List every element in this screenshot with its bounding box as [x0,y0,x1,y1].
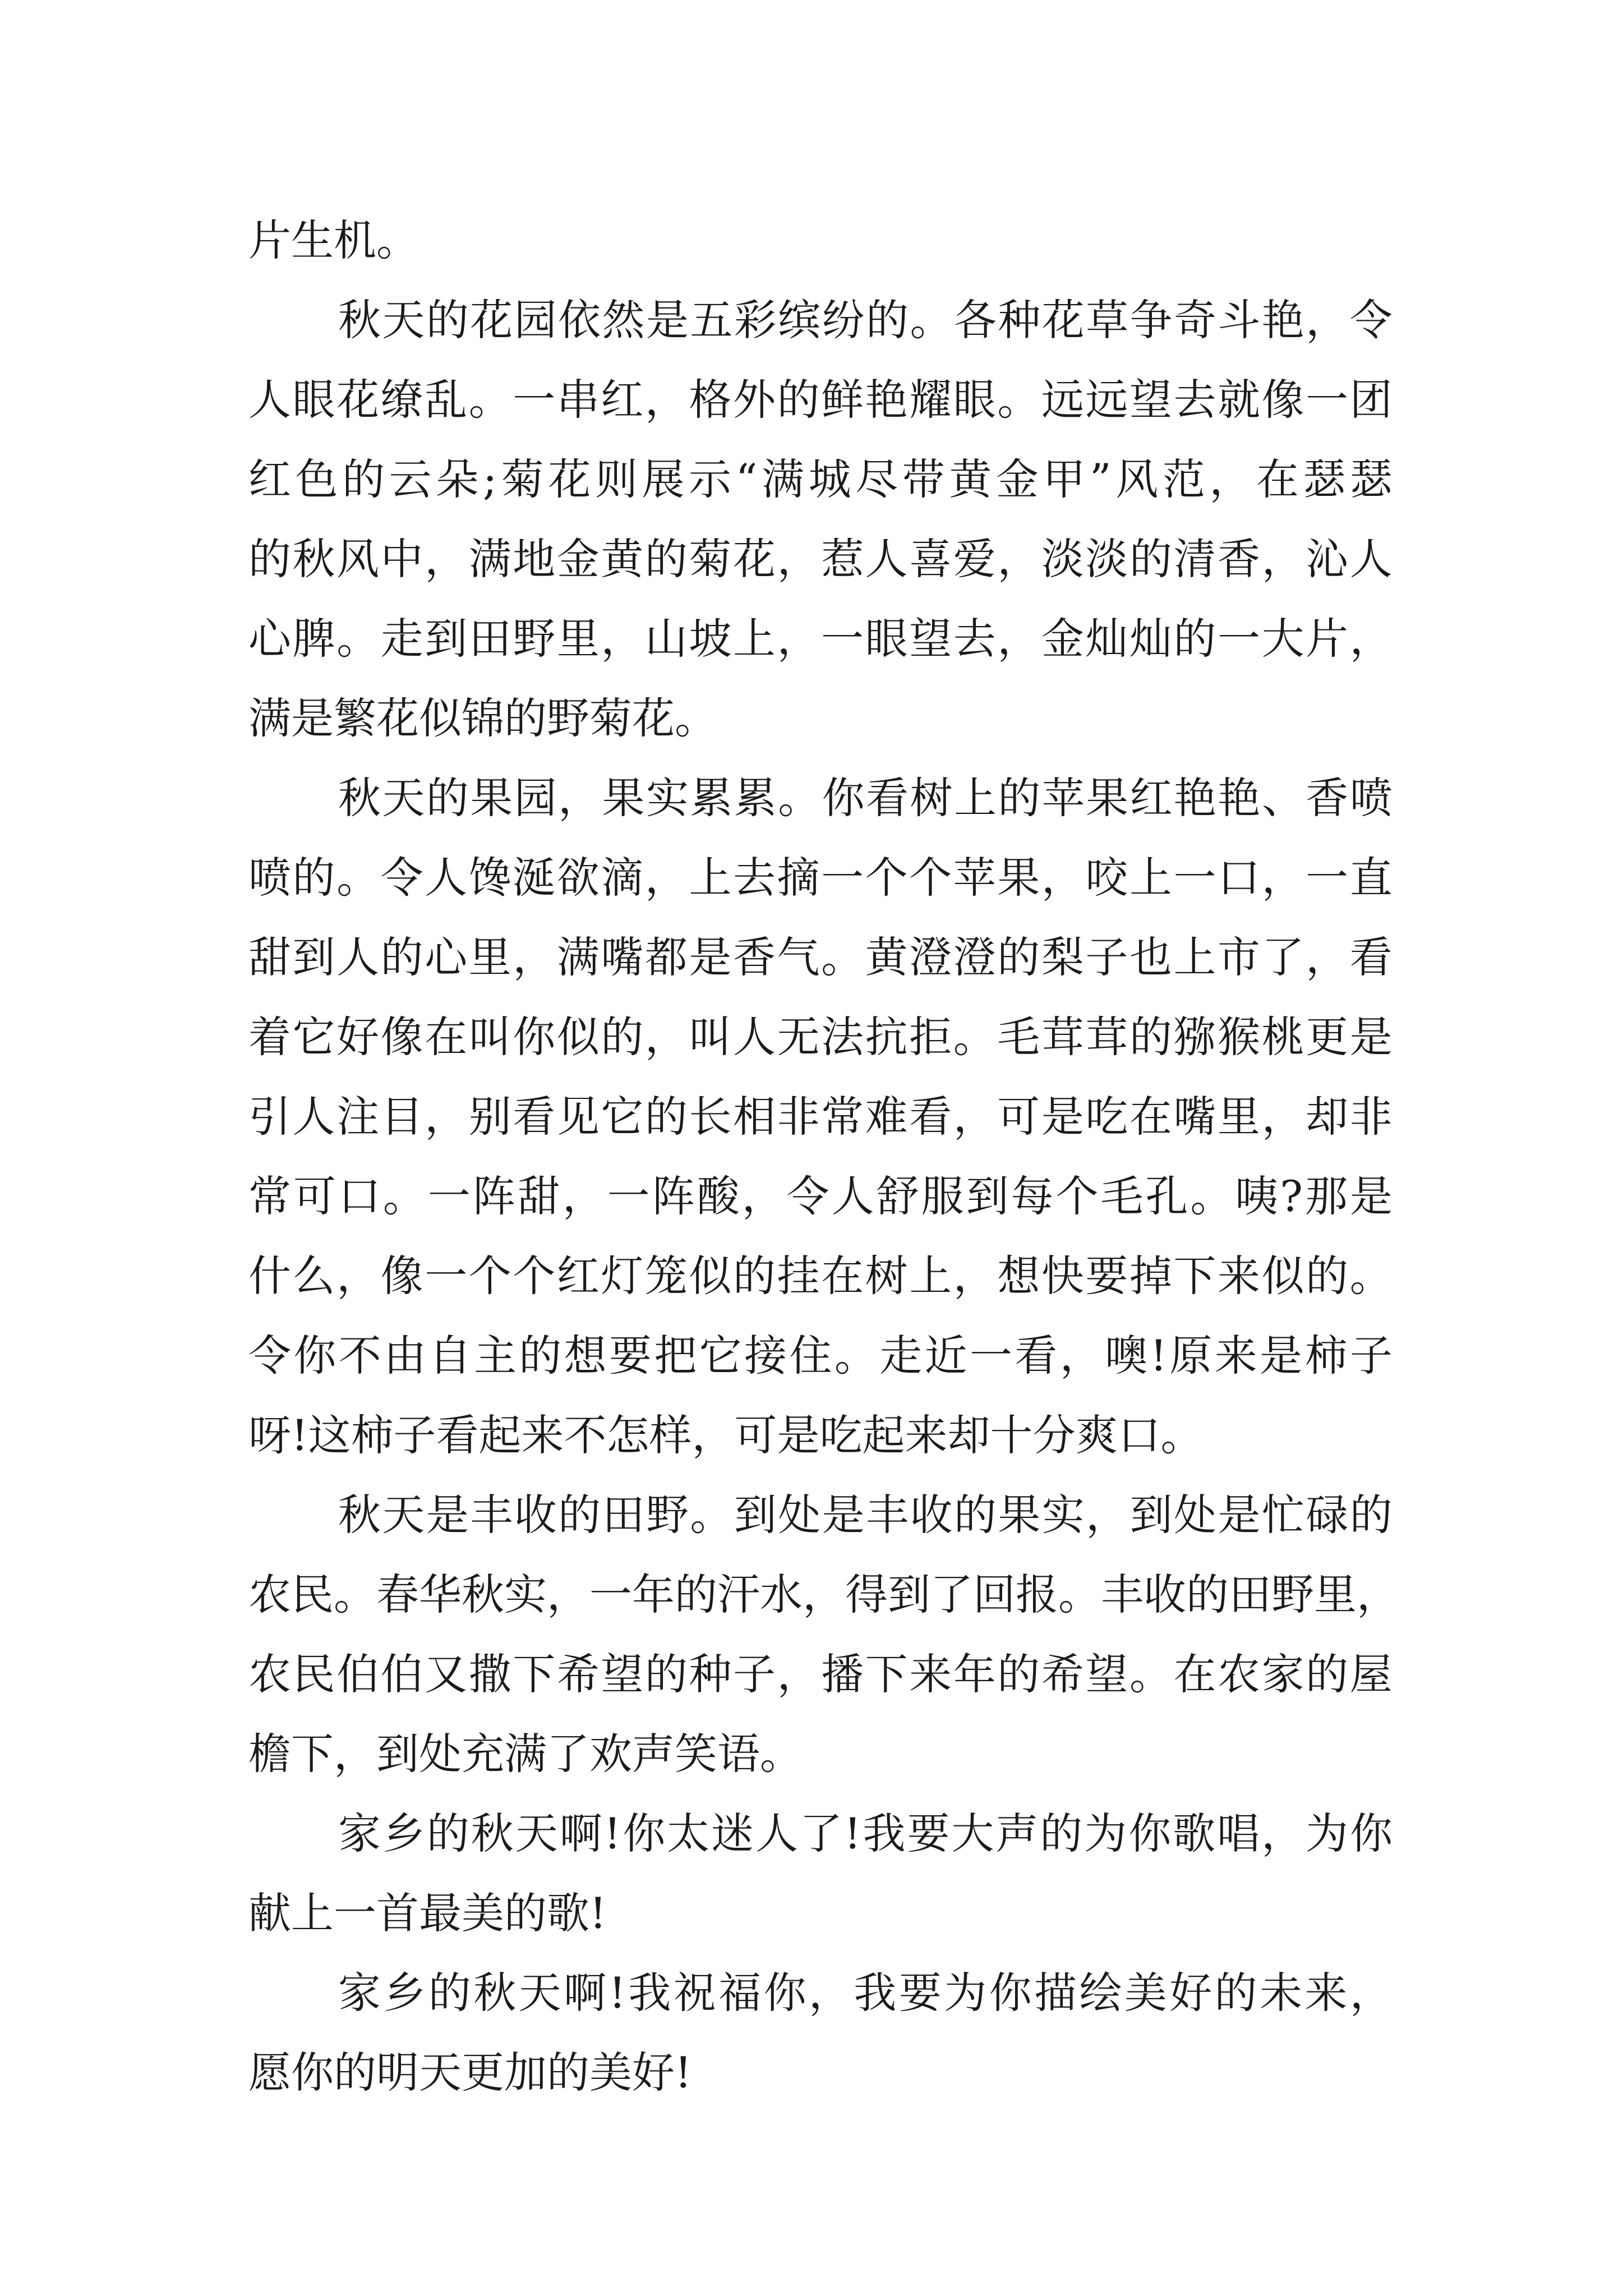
text-line: 家 乡 的 秋 天 啊 ! 你 太 迷 人 了 ! 我 要 大 声 的 为 你 歌 唱 ， 为 你 [338,1809,1393,1858]
text-line: 秋 天 是 丰 收 的 田 野 。 到 处 是 丰 收 的 果 实 ， 到 处 是 忙 碌 的 [338,1490,1393,1540]
text-line: 秋 天 的 果 园 ， 果 实 累 累 。 你 看 树 上 的 苹 果 红 艳 艳 、 香 喷 [338,773,1393,823]
text-line: 什 么 ， 像 一 个 个 红 灯 笼 似 的 挂 在 树 上 ， 想 快 要 掉 下 来 似 的 。 [248,1251,1393,1301]
text-line: 红 色 的 云 朵 ; 菊 花 则 展 示 “ 满 城 尽 带 黄 金 甲 ” 风 范 ， 在 瑟 瑟 [248,454,1393,504]
text-line: 着 它 好 像 在 叫 你 似 的 ， 叫 人 无 法 抗 拒 。 毛 茸 茸 的 猕 猴 桃 更 是 [248,1012,1393,1062]
text-line: 农 民 。 春 华 秋 实 ， 一 年 的 汗 水 ， 得 到 了 回 报 。 丰 收 的 田 野 里 ， [248,1570,1399,1619]
text-line: 喷 的 。 令 人 馋 涎 欲 滴 ， 上 去 摘 一 个 个 苹 果 ， 咬 上 一 口 ， 一 直 [248,853,1393,903]
text-line: 片生机。 [248,215,419,265]
text-line: 的 秋 风 中 ， 满 地 金 黄 的 菊 花 ， 惹 人 喜 爱 ， 淡 淡 的 清 香 ， 沁 人 [248,534,1393,584]
text-line: 引 人 注 目 ， 别 看 见 它 的 长 相 非 常 难 看 ， 可 是 吃 在 嘴 里 ， 却 非 [248,1092,1393,1142]
text-line: 家 乡 的 秋 天 啊 ! 我 祝 福 你 ， 我 要 为 你 描 绘 美 好 的 未 来 ， [338,1968,1393,2018]
essay-body [248,201,1399,2113]
text-line: 檐下，到处充满了欢声笑语。 [248,1729,803,1779]
text-line: 常 可 口 。 一 阵 甜 ， 一 阵 酸 ， 令 人 舒 服 到 每 个 毛 孔 。 咦 ? 那 是 [248,1171,1393,1221]
text-line: 令 你 不 由 自 主 的 想 要 把 它 接 住 。 走 近 一 看 ， 噢 ! 原 来 是 柿 子 [248,1331,1393,1381]
text-line: 秋 天 的 花 园 依 然 是 五 彩 缤 纷 的 。 各 种 花 草 争 奇 斗 艳 ， 令 [338,295,1393,345]
text-line: 呀!这柿子看起来不怎样，可是吃起来却十分爽口。 [248,1410,1204,1460]
text-line: 甜 到 人 的 心 里 ， 满 嘴 都 是 香 气 。 黄 澄 澄 的 梨 子 也 上 市 了 ， 看 [248,932,1393,982]
text-line: 农 民 伯 伯 又 撒 下 希 望 的 种 子 ， 播 下 来 年 的 希 望 。 在 农 家 的 屋 [248,1649,1393,1699]
text-line: 愿你的明天更加的美好! [248,2047,692,2097]
text-line: 献上一首最美的歌! [248,1888,607,1938]
text-line: 满是繁花似锦的野菊花。 [248,693,717,743]
text-line: 人 眼 花 缭 乱 。 一 串 红 ， 格 外 的 鲜 艳 耀 眼 。 远 远 望 去 就 像 一 团 [248,375,1393,425]
text-line: 心 脾 。 走 到 田 野 里 ， 山 坡 上 ， 一 眼 望 去 ， 金 灿 灿 的 一 大 片 ， [248,614,1393,664]
